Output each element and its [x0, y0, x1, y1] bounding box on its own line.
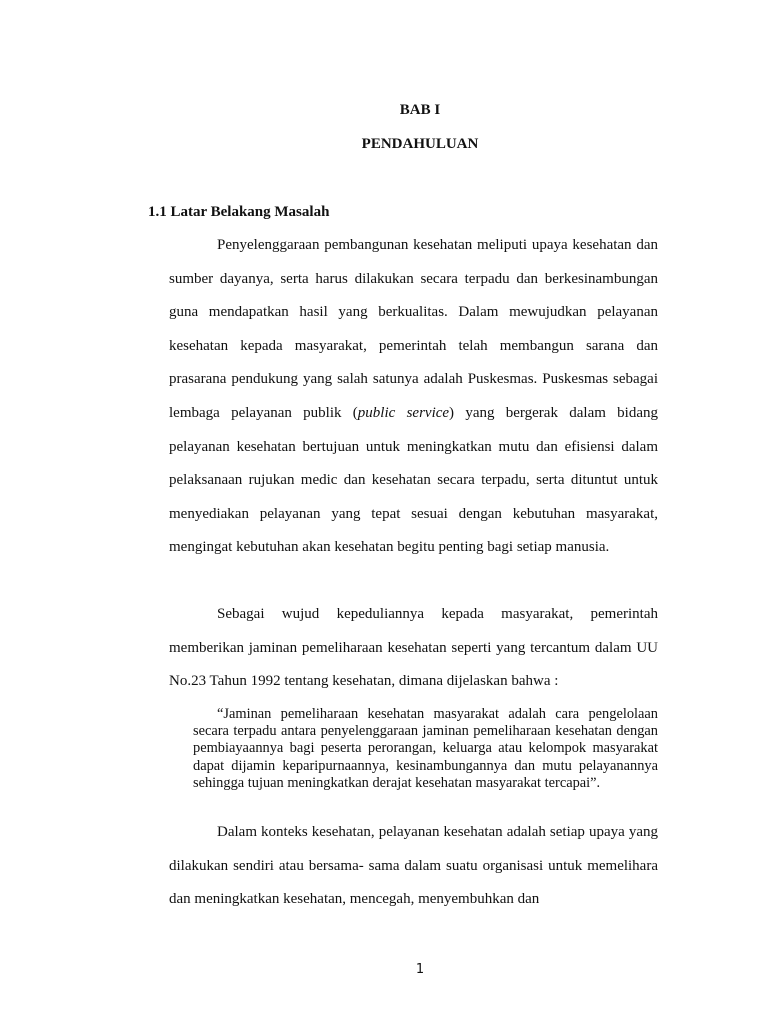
paragraph-1-italic-term: public service	[357, 404, 450, 421]
paragraph-3-text: Dalam konteks kesehatan, pelayanan kesehatan adalah setiap upaya yang dilakukan sendiri atau bersama- sama dalam suatu organisasi untuk memelihara dan meningkatkan kesehatan, mencegah, menyembuhkan dan	[169, 824, 658, 908]
chapter-title: PENDAHULUAN	[361, 136, 479, 152]
block-quote-text: “Jaminan pemeliharaan kesehatan masyarakat adalah cara pengelolaan secara terpadu antara penyelenggaraan jaminan pemeliharaan kesehatan dengan pembiayaannya bagi peserta perorangan, keluarga atau kelompok masyarakat dapat dijamin keparipurnaannya, kesinambungannya dan mutu pelayanannya sehingga tujuan meningkatkan derajat kesehatan masyarakat tercapai”.	[193, 706, 658, 791]
paragraph-1-text-a: Penyelenggaraan pembangunan kesehatan meliputi upaya kesehatan dan sumber dayanya, serta harus dilakukan secara terpadu dan berkesinambungan guna mendapatkan hasil yang berkualitas. Dalam mewujudkan pelayanan kesehatan kepada masyarakat, pemerintah telah membangun sarana dan prasarana pendukung yang salah satunya adalah Puskesmas. Puskesmas sebagai lembaga pelayanan publik (	[169, 237, 658, 421]
paragraph-3	[169, 816, 658, 917]
paragraph-1-text-b: ) yang bergerak dalam bidang pelayanan kesehatan bertujuan untuk meningkatkan mutu dan efisiensi dalam pelaksanaan rujukan medic dan kesehatan secara terpadu, serta dituntut untuk menyediakan pelayanan yang tepat sesuai dengan kebutuhan masyarakat, mengingat kebutuhan akan kesehatan begitu penting bagi setiap manusia.	[169, 404, 659, 556]
section-heading: 1.1 Latar Belakang Masalah	[148, 204, 330, 220]
paragraph-2	[169, 598, 658, 699]
paragraph-2-text: Sebagai wujud kepeduliannya kepada masyarakat, pemerintah memberikan jaminan pemeliharaan kesehatan seperti yang tercantum dalam UU No.23 Tahun 1992 tentang kesehatan, dimana dijelaskan bahwa :	[169, 606, 658, 690]
chapter-label: BAB I	[399, 102, 441, 118]
paragraph-1	[169, 229, 658, 565]
page-number: 1	[415, 962, 425, 977]
block-quote	[193, 706, 658, 792]
